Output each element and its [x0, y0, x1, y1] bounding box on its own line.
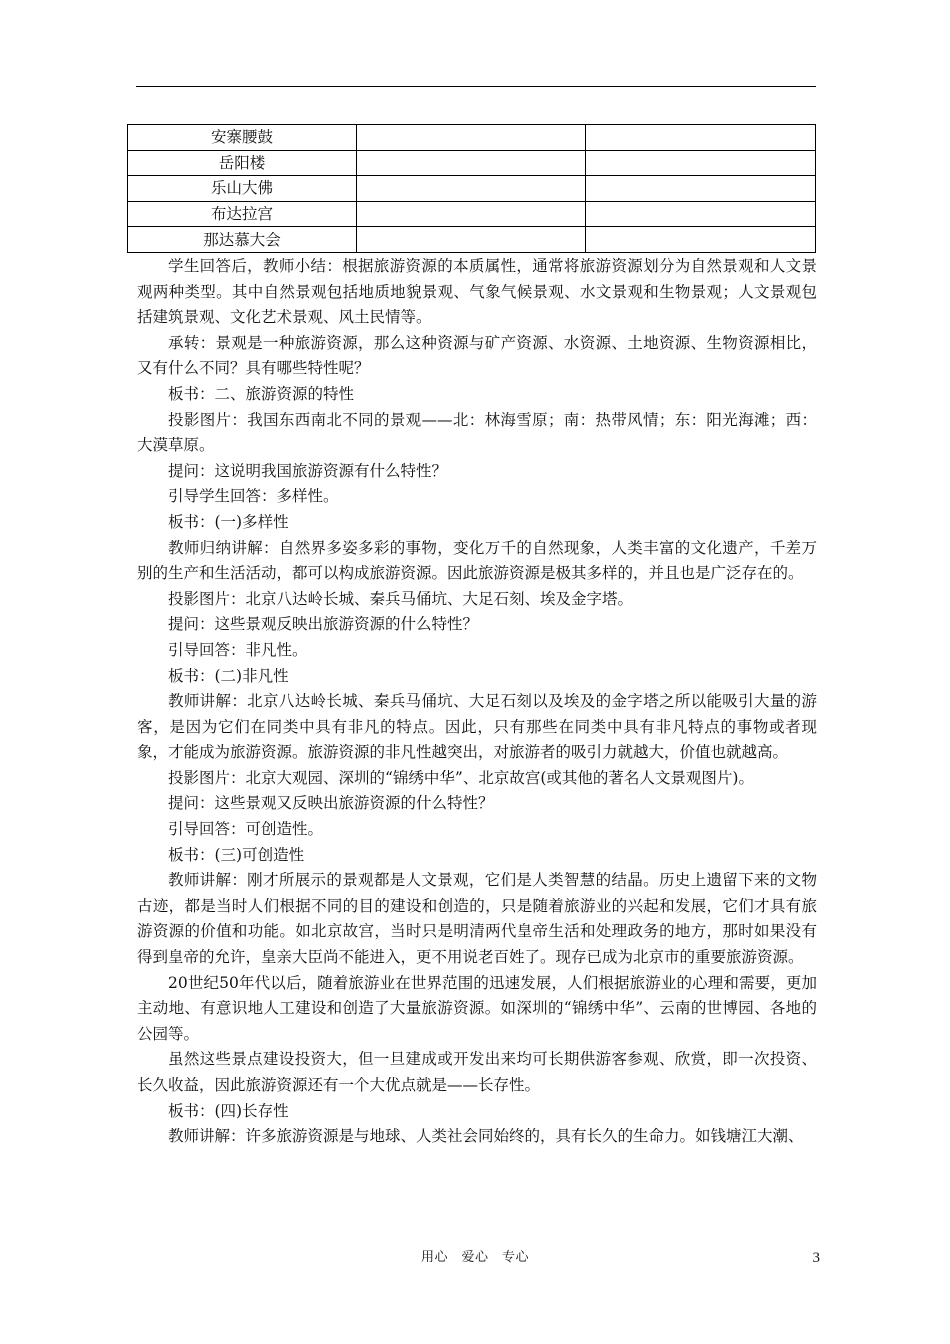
- paragraph: 投影图片：我国东西南北不同的景观——北：林海雪原；南：热带风情；东：阳光海滩；西：大漠草原。: [137, 410, 817, 455]
- table-cell: [586, 176, 816, 202]
- table-cell: 那达慕大会: [128, 227, 357, 253]
- paragraph: 教师归纳讲解：自然界多姿多彩的事物，变化万千的自然现象，人类丰富的文化遗产，千差万别的生产和生活活动，都可以构成旅游资源。因此旅游资源是极其多样的，并且也是广泛存在的。: [137, 538, 817, 583]
- paragraph: 板书：二、旅游资源的特性: [168, 384, 355, 403]
- paragraph: 引导学生回答：多样性。: [168, 487, 339, 506]
- table-cell: [357, 227, 586, 253]
- paragraph: 提问：这些景观反映出旅游资源的什么特性？: [168, 615, 479, 634]
- table-cell: 布达拉宫: [128, 201, 357, 227]
- paragraph: 投影图片：北京大观园、深圳的“锦绣中华”、北京故宫(或其他的著名人文景观图片)。: [168, 768, 754, 787]
- table-cell: [586, 201, 816, 227]
- table-cell: 岳阳楼: [128, 150, 357, 176]
- paragraph: 板书：(二)非凡性: [168, 666, 289, 685]
- attractions-table-body: [128, 125, 816, 253]
- document-body: [137, 254, 817, 1150]
- table-cell: 安寨腰鼓: [128, 125, 357, 151]
- page-number: 3: [812, 1250, 820, 1266]
- table-row: [128, 125, 816, 151]
- paragraph: 教师讲解：许多旅游资源是与地球、人类社会同始终的，具有长久的生命力。如钱塘江大潮、: [168, 1127, 804, 1146]
- paragraph: 板书：(三)可创造性: [168, 845, 305, 864]
- table-cell: [357, 176, 586, 202]
- paragraph: 引导回答：非凡性。: [168, 640, 308, 659]
- paragraph: 教师讲解：刚才所展示的景观都是人文景观，它们是人类智慧的结晶。历史上遗留下来的文物古迹，都是当时人们根据不同的目的建设和创造的，只是随着旅游业的兴起和发展，它们才具有旅游资源的价值和功能。如北京故宫，当时只是明清两代皇帝生活和处理政务的地方，那时如果没有得到皇帝的允许，皇亲大臣尚不能进入，更不用说老百姓了。现存已成为北京市的重要旅游资源。: [137, 871, 817, 967]
- paragraph: 板书：(四)长存性: [168, 1101, 289, 1120]
- paragraph: 板书：(一)多样性: [168, 512, 289, 531]
- paragraph: 投影图片：北京八达岭长城、秦兵马俑坑、大足石刻、埃及金字塔。: [168, 589, 634, 608]
- table-row: [128, 227, 816, 253]
- table-cell: [357, 201, 586, 227]
- table-row: [128, 201, 816, 227]
- table-cell: [586, 227, 816, 253]
- paragraph: 虽然这些景点建设投资大，但一旦建成或开发出来均可长期供游客参观、欣赏，即一次投资、长久收益，因此旅游资源还有一个大优点就是——长存性。: [137, 1050, 817, 1094]
- paragraph: 20世纪50年代以后，随着旅游业在世界范围的迅速发展，人们根据旅游业的心理和需要，更加主动地、有意识地人工建设和创造了大量旅游资源。如深圳的“锦绣中华”、云南的世博园、各地的公园等。: [137, 973, 817, 1043]
- table-cell: [586, 150, 816, 176]
- paragraph: 学生回答后，教师小结：根据旅游资源的本质属性，通常将旅游资源划分为自然景观和人文景观两种类型。其中自然景观包括地质地貌景观、气象气候景观、水文景观和生物景观；人文景观包括建筑景观、文化艺术景观、风土民情等。: [137, 257, 817, 327]
- paragraph: 教师讲解：北京八达岭长城、秦兵马俑坑、大足石刻以及埃及的金字塔之所以能吸引大量的游客，是因为它们在同类中具有非凡的特点。因此，只有那些在同类中具有非凡特点的事物或者现象，才能成为旅游资源。旅游资源的非凡性越突出，对旅游者的吸引力就越大，价值也就越高。: [137, 692, 817, 762]
- paragraph: 提问：这些景观又反映出旅游资源的什么特性？: [168, 794, 494, 813]
- paragraph: 提问：这说明我国旅游资源有什么特性？: [168, 461, 448, 480]
- table-cell: 乐山大佛: [128, 176, 357, 202]
- header-rule: [136, 86, 816, 87]
- table-row: [128, 176, 816, 202]
- table-cell: [357, 125, 586, 151]
- table-cell: [586, 125, 816, 151]
- attractions-table: [127, 124, 816, 253]
- footer-text: 用心 爱心 专心: [420, 1250, 529, 1265]
- table-row: [128, 150, 816, 176]
- table-cell: [357, 150, 586, 176]
- paragraph: 承转：景观是一种旅游资源，那么这种资源与矿产资源、水资源、土地资源、生物资源相比，又有什么不同？具有哪些特性呢？: [137, 333, 817, 378]
- paragraph: 引导回答：可创造性。: [168, 820, 324, 839]
